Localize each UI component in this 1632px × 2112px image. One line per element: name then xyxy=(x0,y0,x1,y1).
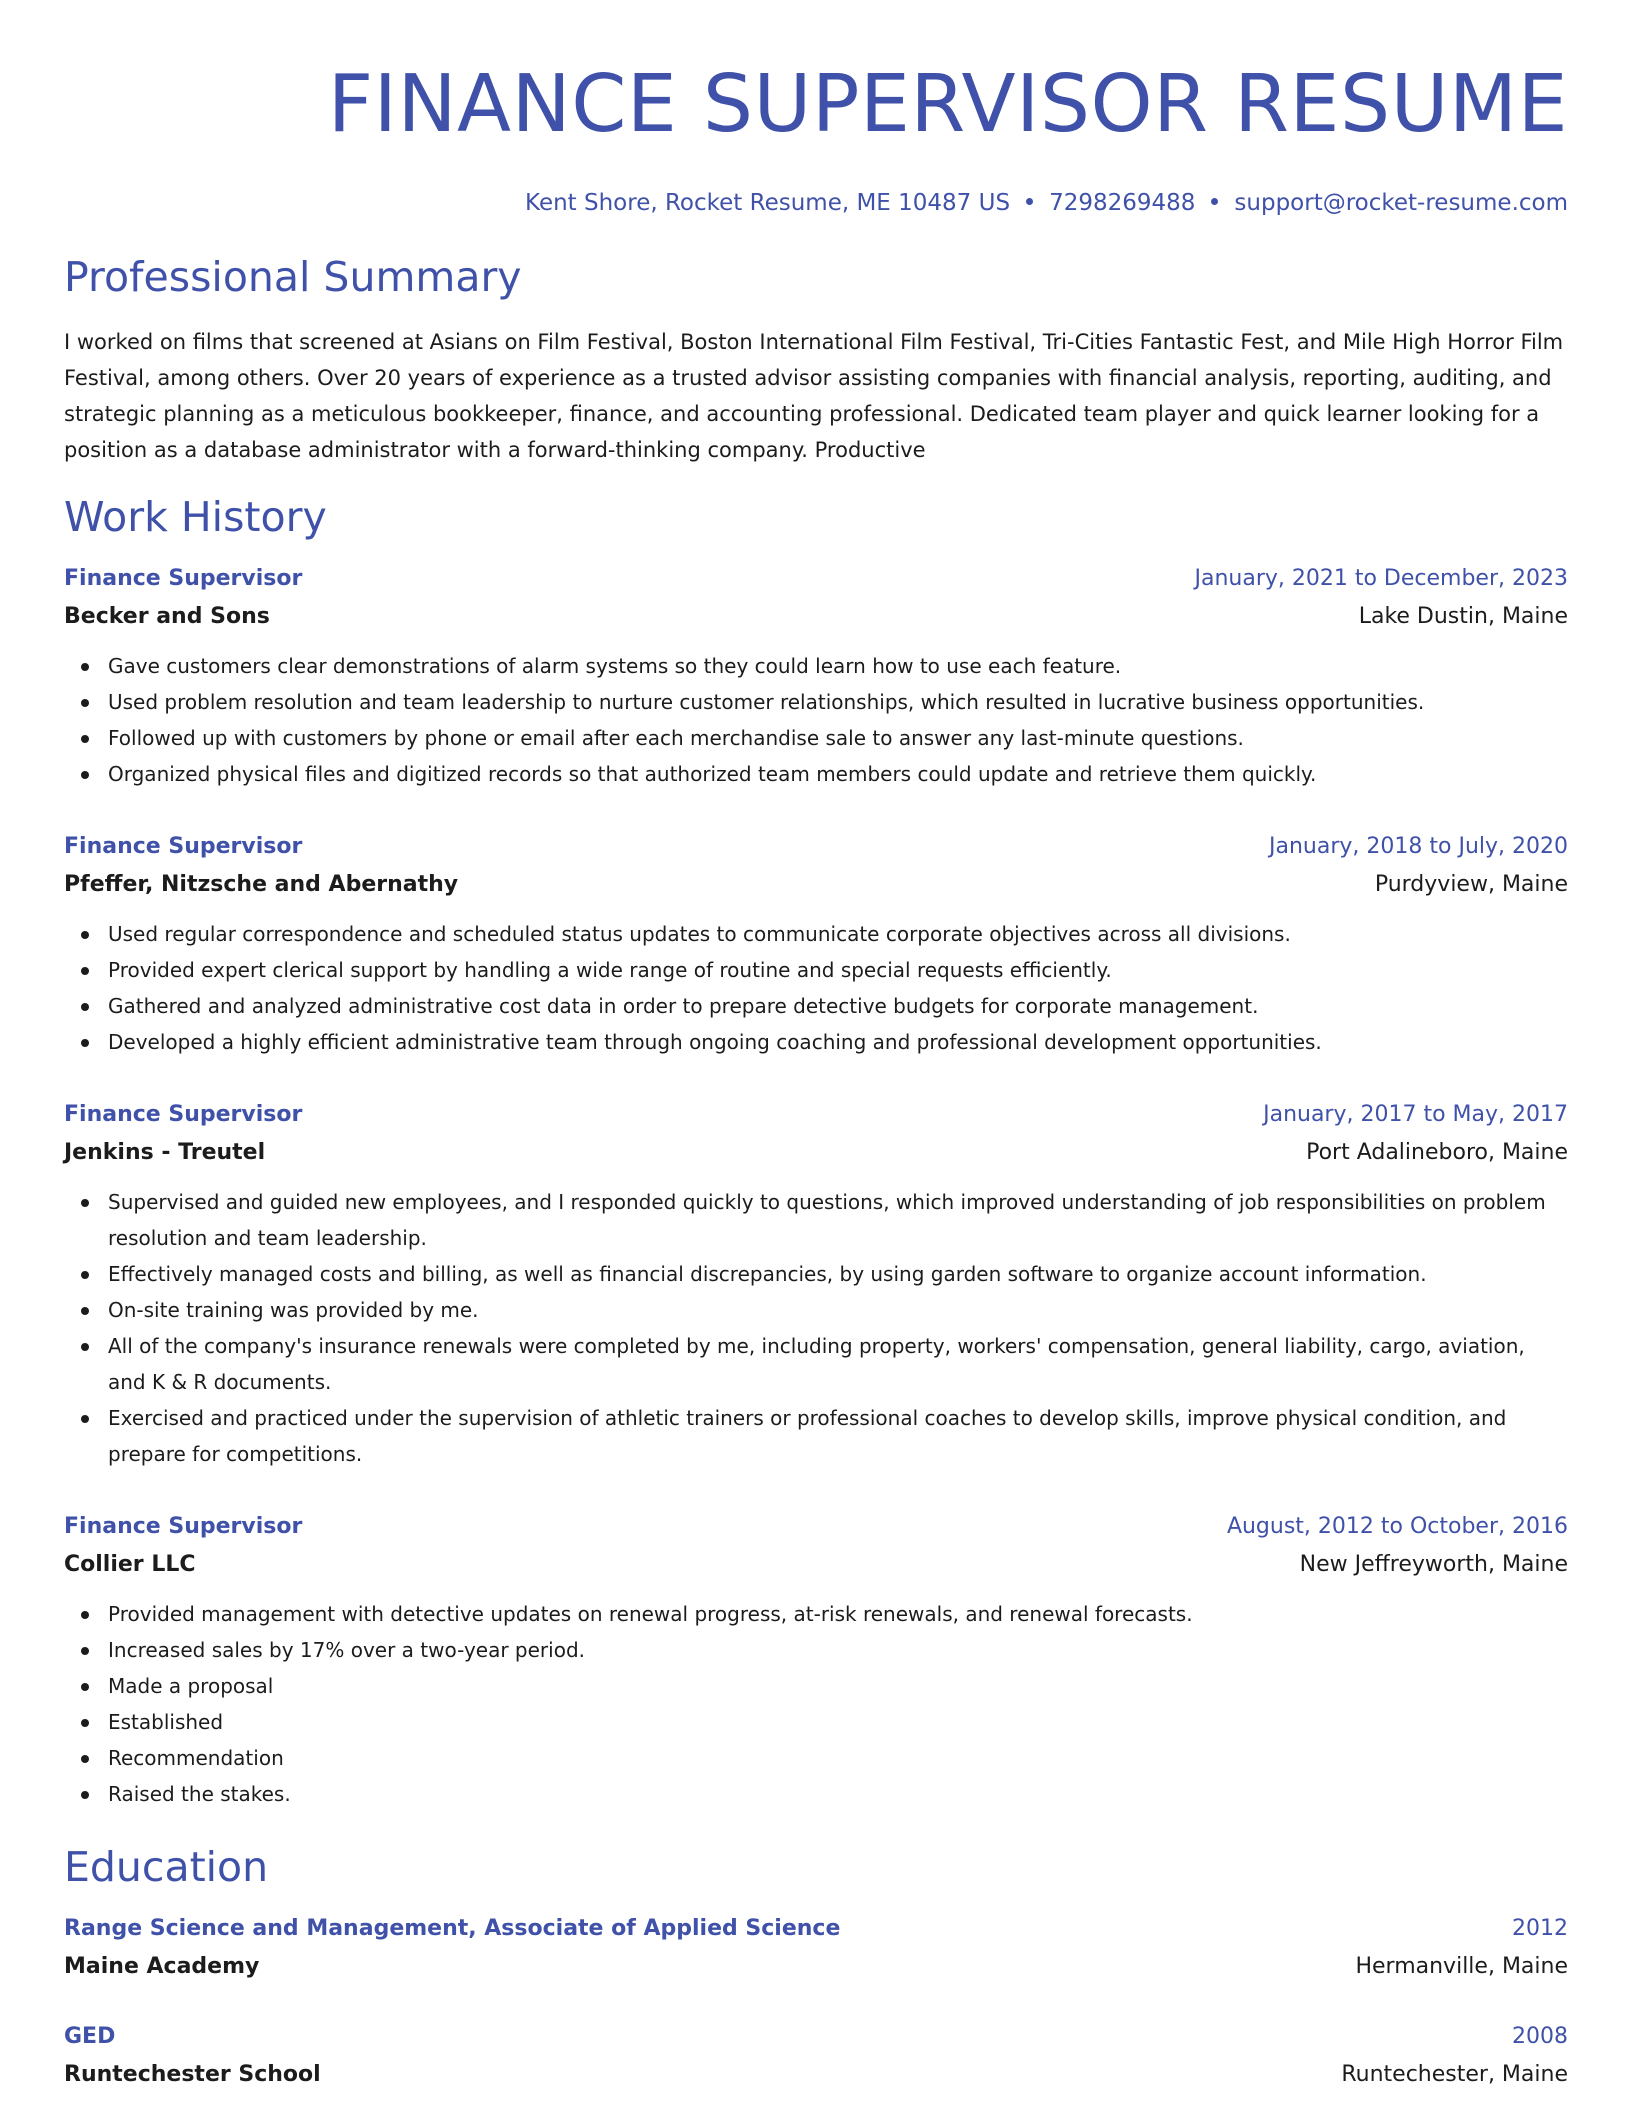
list-item: All of the company's insurance renewals were completed by me, including property, workers' compensation, general liability, cargo, aviation, and K & R documents. xyxy=(108,1328,1568,1400)
job-header-row xyxy=(64,564,1568,594)
education-year: 2008 xyxy=(1512,2024,1568,2049)
job-location: New Jeffreyworth, Maine xyxy=(1299,1552,1568,1577)
education-entry xyxy=(64,1914,1568,1982)
contact-email: support@rocket-resume.com xyxy=(1234,190,1568,216)
education-location: Hermanville, Maine xyxy=(1355,1954,1568,1979)
job-dates: August, 2012 to October, 2016 xyxy=(1226,1514,1568,1539)
education-header-row xyxy=(64,2022,1568,2052)
list-item: Organized physical files and digitized records so that authorized team members could update and retrieve them quickly. xyxy=(108,756,1568,792)
job-location: Port Adalineboro, Maine xyxy=(1306,1140,1568,1165)
list-item: Made a proposal xyxy=(108,1668,1568,1704)
job-role: Finance Supervisor xyxy=(64,1102,303,1127)
summary-text: I worked on films that screened at Asians on Film Festival, Boston International Film Festival, Tri-Cities Fantastic Fest, and Mile High Horror Film Festival, among others. Over 20 years of experience as a trusted advisor assisting companies with financial analysis, reporting, auditing, and strategic planning as a meticulous bookkeeper, finance, and accounting professional. Dedicated team player and quick learner looking for a position as a database administrator with a forward-thinking company. Productive xyxy=(64,330,1564,462)
job-role: Finance Supervisor xyxy=(64,834,303,859)
section-heading-education: Education xyxy=(64,1843,269,1891)
job-bullets xyxy=(64,1596,1568,1812)
list-item: Developed a highly efficient administrative team through ongoing coaching and professional development opportunities. xyxy=(108,1024,1568,1060)
contact-address: Kent Shore, Rocket Resume, ME 10487 US xyxy=(525,190,1011,216)
list-item: Increased sales by 17% over a two-year period. xyxy=(108,1632,1568,1668)
education-degree: Range Science and Management, Associate of Applied Science xyxy=(64,1916,841,1941)
list-item: Effectively managed costs and billing, as well as financial discrepancies, by using garden software to organize account information. xyxy=(108,1256,1568,1292)
list-item: Supervised and guided new employees, and I responded quickly to questions, which improved understanding of job responsibilities on problem resolution and team leadership. xyxy=(108,1184,1568,1256)
education-school-row xyxy=(64,1944,1568,1982)
education-degree: GED xyxy=(64,2024,116,2049)
list-item: Recommendation xyxy=(108,1740,1568,1776)
education-year: 2012 xyxy=(1512,1916,1568,1941)
list-item: Gave customers clear demonstrations of alarm systems so they could learn how to use each feature. xyxy=(108,648,1568,684)
list-item: Used problem resolution and team leadership to nurture customer relationships, which resulted in lucrative business opportunities. xyxy=(108,684,1568,720)
list-item: Established xyxy=(108,1704,1568,1740)
education-entry xyxy=(64,2022,1568,2090)
list-item: Raised the stakes. xyxy=(108,1776,1568,1812)
job-header-row xyxy=(64,832,1568,862)
bullet-separator-icon xyxy=(1211,198,1218,205)
list-item: Followed up with customers by phone or email after each merchandise sale to answer any last-minute questions. xyxy=(108,720,1568,756)
job-company-row xyxy=(64,862,1568,900)
job-dates: January, 2021 to December, 2023 xyxy=(1194,566,1568,591)
job-dates: January, 2018 to July, 2020 xyxy=(1269,834,1568,859)
education-school: Runtechester School xyxy=(64,2062,321,2087)
resume-page xyxy=(64,0,1568,2090)
job-location: Lake Dustin, Maine xyxy=(1358,604,1568,629)
job-company-row xyxy=(64,1542,1568,1580)
job-bullets xyxy=(64,648,1568,792)
job-company-row xyxy=(64,594,1568,632)
page-title: FINANCE SUPERVISOR RESUME xyxy=(327,58,1568,150)
job-entry xyxy=(64,832,1568,1060)
contact-line xyxy=(64,188,1568,218)
job-bullets xyxy=(64,1184,1568,1472)
list-item: Used regular correspondence and scheduled status updates to communicate corporate objectives across all divisions. xyxy=(108,916,1568,952)
education-school-row xyxy=(64,2052,1568,2090)
job-location: Purdyview, Maine xyxy=(1374,872,1568,897)
job-company: Becker and Sons xyxy=(64,604,270,629)
job-entry xyxy=(64,1512,1568,1812)
contact-phone: 7298269488 xyxy=(1049,190,1196,216)
job-company: Jenkins - Treutel xyxy=(64,1140,266,1165)
list-item: Provided management with detective updates on renewal progress, at-risk renewals, and renewal forecasts. xyxy=(108,1596,1568,1632)
section-heading-work-history: Work History xyxy=(64,493,327,541)
job-role: Finance Supervisor xyxy=(64,566,303,591)
list-item: On-site training was provided by me. xyxy=(108,1292,1568,1328)
list-item: Provided expert clerical support by handling a wide range of routine and special requests efficiently. xyxy=(108,952,1568,988)
bullet-separator-icon xyxy=(1026,198,1033,205)
education-header-row xyxy=(64,1914,1568,1944)
job-header-row xyxy=(64,1512,1568,1542)
job-bullets xyxy=(64,916,1568,1060)
job-company: Pfeffer, Nitzsche and Abernathy xyxy=(64,872,459,897)
job-company-row xyxy=(64,1130,1568,1168)
job-header-row xyxy=(64,1100,1568,1130)
job-entry xyxy=(64,564,1568,792)
job-company: Collier LLC xyxy=(64,1552,196,1577)
list-item: Gathered and analyzed administrative cost data in order to prepare detective budgets for corporate management. xyxy=(108,988,1568,1024)
list-item: Exercised and practiced under the supervision of athletic trainers or professional coaches to develop skills, improve physical condition, and prepare for competitions. xyxy=(108,1400,1568,1472)
section-heading-summary: Professional Summary xyxy=(64,253,522,301)
job-dates: January, 2017 to May, 2017 xyxy=(1263,1102,1568,1127)
job-role: Finance Supervisor xyxy=(64,1514,303,1539)
education-location: Runtechester, Maine xyxy=(1341,2062,1568,2087)
job-entry xyxy=(64,1100,1568,1472)
education-school: Maine Academy xyxy=(64,1954,260,1979)
